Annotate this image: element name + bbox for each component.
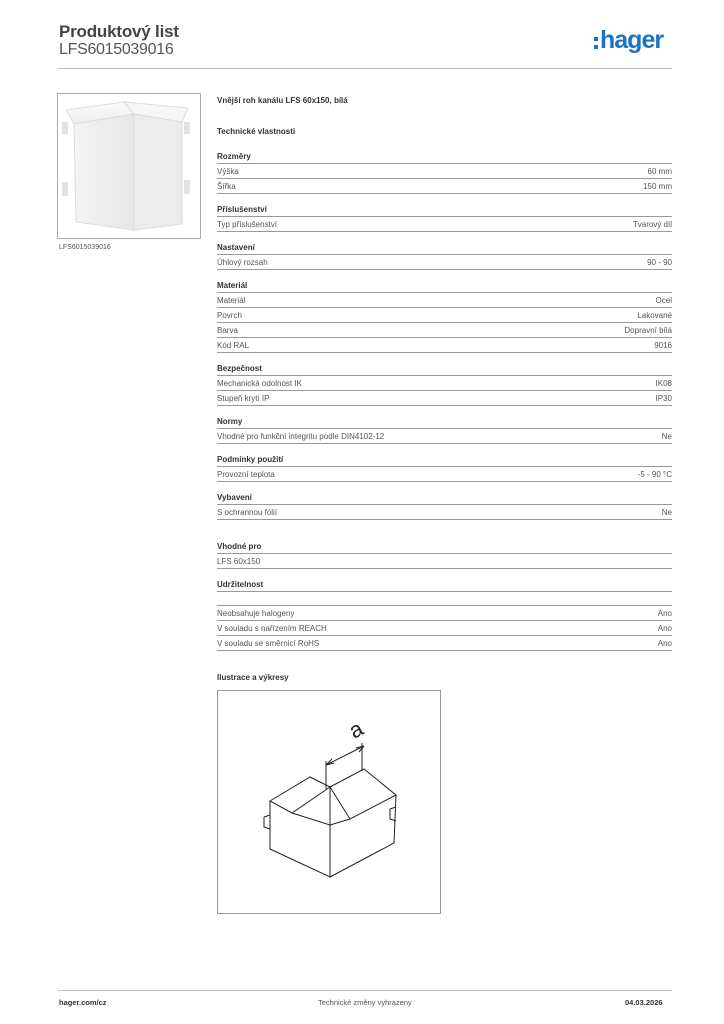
- sustainability-label: V souladu se směrnicí RoHS: [217, 639, 320, 648]
- spec-group-heading: Vybavení: [217, 493, 672, 505]
- corner-drawing: [218, 691, 440, 913]
- spec-row: [217, 429, 672, 444]
- spec-label: Šířka: [217, 182, 236, 191]
- spec-label: Stupeň krytí IP: [217, 394, 270, 403]
- suitable-value: LFS 60x150: [217, 557, 261, 566]
- spec-value: Ne: [661, 432, 672, 441]
- spec-group: [217, 243, 672, 270]
- logo-text: hager: [600, 26, 664, 54]
- spec-label: Typ příslušenství: [217, 220, 278, 229]
- sustainability-blank-row: [217, 592, 672, 606]
- spec-row: [217, 505, 672, 520]
- spec-group-heading: Příslušenství: [217, 205, 672, 217]
- spec-group: [217, 417, 672, 444]
- spec-value: Ne: [661, 508, 672, 517]
- spec-group-heading: Podmínky použití: [217, 455, 672, 467]
- spec-group-heading: Rozměry: [217, 152, 672, 164]
- spec-row: [217, 179, 672, 194]
- tech-heading: Technické vlastnosti: [217, 127, 296, 136]
- spec-label: Mechanická odolnost IK: [217, 379, 302, 388]
- spec-label: Úhlový rozsah: [217, 258, 268, 267]
- spec-row: [217, 308, 672, 323]
- spec-group: [217, 152, 672, 194]
- spec-group: [217, 205, 672, 232]
- spec-group: [217, 455, 672, 482]
- sustainability-group: [217, 580, 672, 651]
- spec-value: IP30: [655, 394, 672, 403]
- sustainability-rows: [217, 606, 672, 651]
- spec-groups: [217, 152, 672, 520]
- spec-value: Ocel: [655, 296, 672, 305]
- product-photo: [57, 93, 201, 239]
- suitable-row: [217, 554, 672, 569]
- suitable-group: [217, 542, 672, 569]
- product-title: Vnější roh kanálu LFS 60x150, bílá: [217, 96, 348, 105]
- spec-value: 60 mm: [647, 167, 672, 176]
- sustainability-heading: Udržitelnost: [217, 580, 672, 592]
- sustainability-value: Ano: [657, 609, 672, 618]
- photo-caption: LFS6015039016: [59, 244, 111, 251]
- sustainability-row: [217, 636, 672, 651]
- spec-value: Lakované: [637, 311, 672, 320]
- sustainability-value: Ano: [657, 639, 672, 648]
- sustainability-label: Neobsahuje halogeny: [217, 609, 295, 618]
- spec-label: Provozní teplota: [217, 470, 275, 479]
- spec-content: [217, 96, 672, 691]
- spec-group-heading: Materiál: [217, 281, 672, 293]
- spec-row: [217, 376, 672, 391]
- spec-group-heading: Nastavení: [217, 243, 672, 255]
- spec-group: [217, 493, 672, 520]
- sustainability-value: Ano: [657, 624, 672, 633]
- suitable-heading: Vhodné pro: [217, 542, 672, 554]
- spec-value: 9016: [654, 341, 672, 350]
- illustrations-heading: Ilustrace a výkresy: [217, 673, 289, 682]
- spec-label: S ochrannou fólií: [217, 508, 278, 517]
- logo-dot-top: [594, 37, 598, 41]
- spec-group: [217, 281, 672, 353]
- sustainability-row: [217, 621, 672, 636]
- technical-drawing: [217, 690, 441, 914]
- spec-value: -5 - 90 °C: [637, 470, 672, 479]
- spec-row: [217, 467, 672, 482]
- spec-group: [217, 364, 672, 406]
- spec-row: [217, 323, 672, 338]
- spec-value: 150 mm: [643, 182, 672, 191]
- spec-label: Povrch: [217, 311, 242, 320]
- spec-row: [217, 293, 672, 308]
- spec-group-heading: Bezpečnost: [217, 364, 672, 376]
- spec-label: Výška: [217, 167, 239, 176]
- doc-product-code: LFS6015039016: [59, 41, 174, 58]
- spec-label: Kód RAL: [217, 341, 250, 350]
- sustainability-label: V souladu s nařízením REACH: [217, 624, 327, 633]
- logo-dot-bottom: [594, 45, 598, 49]
- footer-disclaimer: Technické změny vyhrazeny: [318, 998, 412, 1007]
- spec-value: 90 - 90: [647, 258, 672, 267]
- spec-value: IK08: [655, 379, 672, 388]
- spec-label: Barva: [217, 326, 238, 335]
- header-divider: [58, 68, 672, 69]
- footer-date: 04.03.2026: [625, 998, 663, 1007]
- product-photo-image: [58, 94, 200, 238]
- footer-website-link[interactable]: hager.com/cz: [59, 998, 107, 1007]
- spec-row: [217, 217, 672, 232]
- spec-row: [217, 391, 672, 406]
- spec-row: [217, 164, 672, 179]
- spec-value: Dopravní bílá: [624, 326, 672, 335]
- spec-label: Materiál: [217, 296, 246, 305]
- doc-title: Produktový list: [59, 22, 179, 41]
- spec-row: [217, 338, 672, 353]
- spec-label: Vhodné pro funkční integritu podle DIN4102-12: [217, 432, 385, 441]
- sustainability-row: [217, 606, 672, 621]
- footer-divider: [58, 990, 672, 991]
- spec-row: [217, 255, 672, 270]
- spec-group-heading: Normy: [217, 417, 672, 429]
- spec-value: Tvarový díl: [632, 220, 672, 229]
- dimension-label-a: a: [344, 715, 368, 744]
